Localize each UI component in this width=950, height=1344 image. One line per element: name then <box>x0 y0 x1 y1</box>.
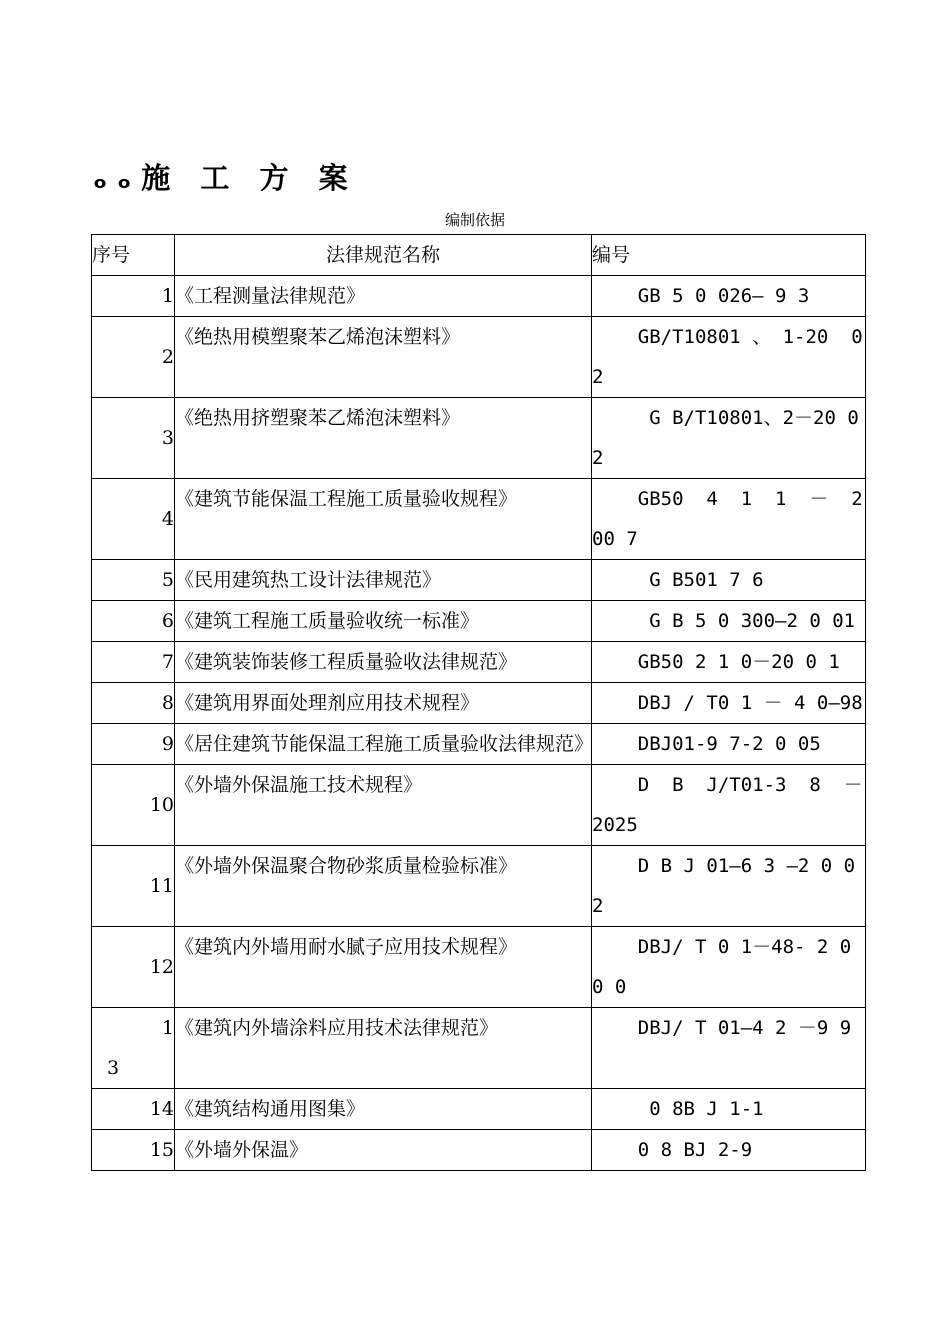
row-name: 《建筑内外墙用耐水腻子应用技术规程》 <box>175 927 592 1008</box>
header-code: 编号 <box>592 235 866 276</box>
table-row <box>92 683 866 724</box>
row-seq-line-1: 1 <box>161 1017 174 1039</box>
row-seq: 8 <box>92 683 175 724</box>
standards-table <box>91 234 886 1171</box>
row-code: GB 5 0 026— 9 3 <box>592 276 866 317</box>
row-name: 《绝热用挤塑聚苯乙烯泡沫塑料》 <box>175 398 592 479</box>
table-row <box>92 927 866 1008</box>
row-code: DBJ/ T 01—4 2 －9 9 <box>592 1008 866 1089</box>
row-name: 《民用建筑热工设计法律规范》 <box>175 560 592 601</box>
row-name: 《外墙外保温》 <box>175 1130 592 1171</box>
table-row <box>92 1008 866 1089</box>
row-code: D B J 01—6 3 —2 0 02 <box>592 846 866 927</box>
row-seq-line-2: 3 <box>107 1057 120 1079</box>
table-row <box>92 765 866 846</box>
row-code: GB/T10801 、 1-20 0 2 <box>592 317 866 398</box>
table-row <box>92 317 866 398</box>
row-seq: 3 <box>92 398 175 479</box>
table-header-row <box>92 235 866 276</box>
row-seq: 5 <box>92 560 175 601</box>
row-code: GB50 2 1 0－20 0 1 <box>592 642 866 683</box>
document-title: ₒₒ施 工 方 案 <box>93 161 358 195</box>
row-name: 《居住建筑节能保温工程施工质量验收法律规范》 <box>175 724 592 765</box>
row-code: DBJ/ T 0 1－48- 2 0 0 0 <box>592 927 866 1008</box>
row-seq: 1 <box>92 276 175 317</box>
row-code: G B501 7 6 <box>592 560 866 601</box>
table-caption: 编制依据 <box>444 211 505 229</box>
row-seq: 4 <box>92 479 175 560</box>
row-seq <box>92 1008 175 1089</box>
row-name: 《建筑工程施工质量验收统一标准》 <box>175 601 592 642</box>
row-seq: 11 <box>92 846 175 927</box>
row-name: 《外墙外保温聚合物砂浆质量检验标准》 <box>175 846 592 927</box>
row-seq: 10 <box>92 765 175 846</box>
row-name: 《绝热用模塑聚苯乙烯泡沫塑料》 <box>175 317 592 398</box>
table-row <box>92 724 866 765</box>
table-row <box>92 479 866 560</box>
row-seq: 7 <box>92 642 175 683</box>
row-code: GB50 4 1 1 － 2 00 7 <box>592 479 866 560</box>
table-row <box>92 398 866 479</box>
row-code: 0 8 BJ 2-9 <box>592 1130 866 1171</box>
header-name: 法律规范名称 <box>175 235 592 276</box>
row-seq: 2 <box>92 317 175 398</box>
row-seq: 6 <box>92 601 175 642</box>
table-row <box>92 276 866 317</box>
row-name: 《建筑内外墙涂料应用技术法律规范》 <box>175 1008 592 1089</box>
row-name: 《建筑节能保温工程施工质量验收规程》 <box>175 479 592 560</box>
table-row <box>92 560 866 601</box>
row-code: G B/T10801、2－20 0 2 <box>592 398 866 479</box>
table-row <box>92 846 866 927</box>
row-name: 《建筑装饰装修工程质量验收法律规范》 <box>175 642 592 683</box>
row-code: 0 8B J 1-1 <box>592 1089 866 1130</box>
table-row <box>92 1089 866 1130</box>
table-row <box>92 601 866 642</box>
row-name: 《建筑结构通用图集》 <box>175 1089 592 1130</box>
row-seq: 12 <box>92 927 175 1008</box>
row-seq: 14 <box>92 1089 175 1130</box>
row-name: 《工程测量法律规范》 <box>175 276 592 317</box>
header-seq: 序号 <box>92 235 175 276</box>
table-row <box>92 642 866 683</box>
row-seq: 15 <box>92 1130 175 1171</box>
row-seq: 9 <box>92 724 175 765</box>
row-code: DBJ01-9 7-2 0 05 <box>592 724 866 765</box>
table-row <box>92 1130 866 1171</box>
row-code: DBJ / T0 1 － 4 0—98 <box>592 683 866 724</box>
row-code: G B 5 0 300—2 0 01 <box>592 601 866 642</box>
row-name: 《外墙外保温施工技术规程》 <box>175 765 592 846</box>
row-name: 《建筑用界面处理剂应用技术规程》 <box>175 683 592 724</box>
row-code: D B J/T01-3 8 － 2025 <box>592 765 866 846</box>
